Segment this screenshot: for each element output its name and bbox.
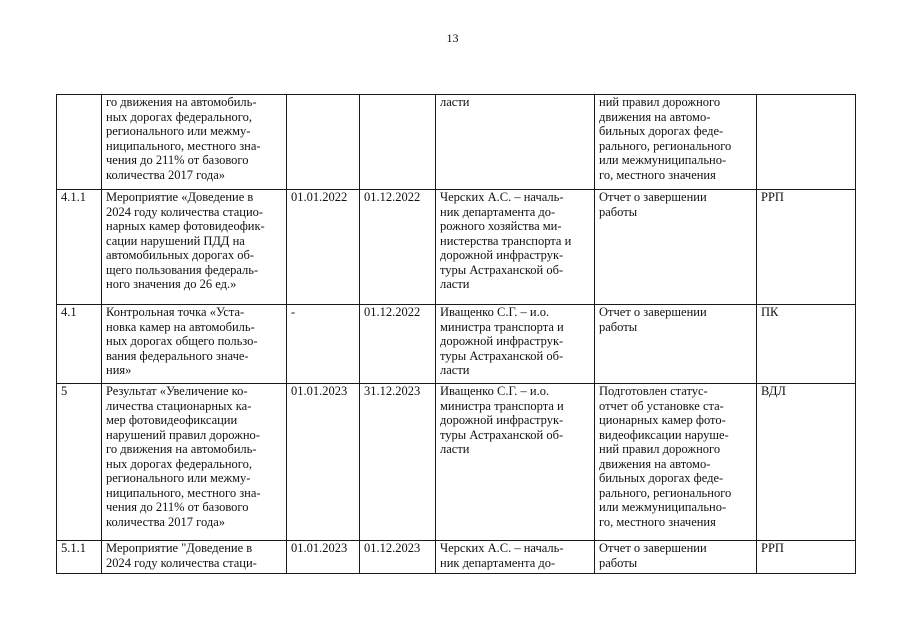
cell-start-date: 01.01.2023 xyxy=(287,541,360,574)
cell-number: 5.1.1 xyxy=(57,541,102,574)
cell-responsible: ласти xyxy=(436,95,595,190)
cell-level xyxy=(757,95,856,190)
cell-responsible: Иващенко С.Г. – и.о. министра транспорта и дорожной инфраструк- туры Астраханской об- ласти xyxy=(436,384,595,541)
table-row xyxy=(57,384,856,541)
cell-responsible: Иващенко С.Г. – и.о. министра транспорта и дорожной инфраструк- туры Астраханской об- ласти xyxy=(436,305,595,384)
cell-end-date: 01.12.2023 xyxy=(360,541,436,574)
cell-result: ний правил дорожного движения на автомо- бильных дорогах феде- рального, регионального или межмуниципально- го, местного значения xyxy=(595,95,757,190)
cell-number: 4.1 xyxy=(57,305,102,384)
cell-start-date: 01.01.2023 xyxy=(287,384,360,541)
cell-name: Результат «Увеличение ко- личества стационарных ка- мер фотовидеофиксации нарушений правил дорожно- го движения на автомобиль- ных дорогах федерального, регионального или межму- ниципального, местного зна- чения до 211% от базового количества 2017 года» xyxy=(102,384,287,541)
cell-name: Мероприятие «Доведение в 2024 году количества стацио- нарных камер фотовидеофик- сации нарушений ПДД на автомобильных дорогах об- щего пользования федераль- ного значения до 26 ед.» xyxy=(102,190,287,305)
cell-responsible: Черских А.С. – началь- ник департамента до- рожного хозяйства ми- нистерства транспорта и дорожной инфраструк- туры Астраханской об- ласти xyxy=(436,190,595,305)
cell-start-date: - xyxy=(287,305,360,384)
cell-number: 4.1.1 xyxy=(57,190,102,305)
cell-name: Мероприятие "Доведение в 2024 году количества стаци- xyxy=(102,541,287,574)
page-number: 13 xyxy=(446,31,459,45)
cell-name: го движения на автомобиль- ных дорогах федерального, регионального или межму- ниципального, местного зна- чения до 211% от базового количества 2017 года» xyxy=(102,95,287,190)
plan-table xyxy=(56,94,856,574)
table-row xyxy=(57,305,856,384)
cell-start-date xyxy=(287,95,360,190)
cell-result: Отчет о завершении работы xyxy=(595,541,757,574)
cell-number: 5 xyxy=(57,384,102,541)
table-row xyxy=(57,190,856,305)
cell-level: ВДЛ xyxy=(757,384,856,541)
cell-level: РРП xyxy=(757,190,856,305)
cell-level: ПК xyxy=(757,305,856,384)
cell-end-date: 01.12.2022 xyxy=(360,190,436,305)
table-row xyxy=(57,95,856,190)
cell-name: Контрольная точка «Уста- новка камер на автомобиль- ных дорогах общего пользо- вания федерального значе- ния» xyxy=(102,305,287,384)
cell-result: Подготовлен статус- отчет об установке ста- ционарных камер фото- видеофиксации наруше- ний правил дорожного движения на автомо- бильных дорогах феде- рального, регионального или межмуниципально- го, местного значения xyxy=(595,384,757,541)
cell-result: Отчет о завершении работы xyxy=(595,305,757,384)
cell-start-date: 01.01.2022 xyxy=(287,190,360,305)
cell-level: РРП xyxy=(757,541,856,574)
table-row xyxy=(57,541,856,574)
cell-end-date xyxy=(360,95,436,190)
cell-responsible: Черских А.С. – началь- ник департамента до- xyxy=(436,541,595,574)
cell-end-date: 31.12.2023 xyxy=(360,384,436,541)
cell-number xyxy=(57,95,102,190)
cell-end-date: 01.12.2022 xyxy=(360,305,436,384)
cell-result: Отчет о завершении работы xyxy=(595,190,757,305)
